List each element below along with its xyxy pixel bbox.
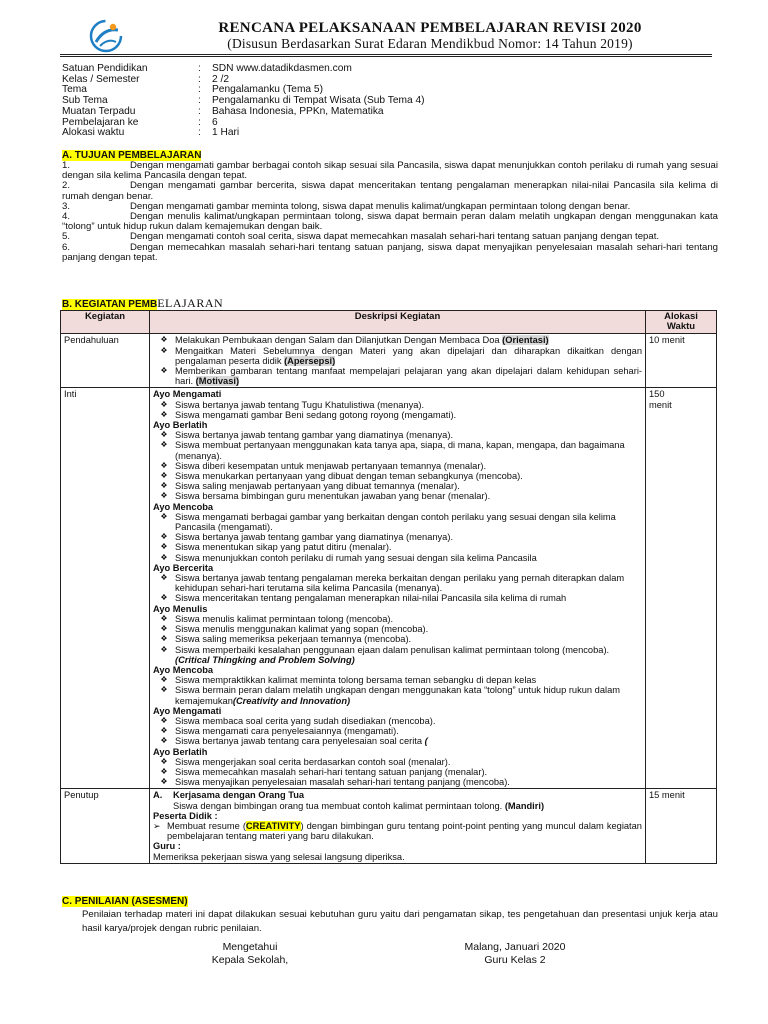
activity-item [153, 553, 642, 563]
activity-text: Siswa membaca soal cerita yang sudah disediakan (mencoba). [175, 715, 436, 726]
activity-item [153, 410, 642, 420]
objective-number: 4. [62, 211, 71, 223]
identity-key: Kelas / Semester [62, 73, 140, 85]
objective-item [62, 161, 718, 181]
activity-text: Siswa menceritakan tentang pengalaman menerapkan nilai-nilai Pancasila sila kelima di rumah [175, 593, 567, 604]
assessment-text: Penilaian terhadap materi ini dapat dilakukan sesuai kebutuhan guru yaitu dari pengamatan sikap, tes pengetahuan dan presentasi unjuk kerja atau hasil karya/projek dengan rubric penilaian. [82, 909, 718, 934]
activity-item [153, 645, 642, 665]
row-label: Pendahuluan [61, 334, 150, 388]
activity-item [153, 512, 642, 532]
activity-group-title: Ayo Mengamati [153, 705, 222, 716]
activity-item [153, 593, 642, 603]
objective-item [62, 181, 718, 201]
objective-number: 6. [62, 241, 71, 253]
identity-colon: : [198, 127, 201, 139]
diamond-bullet-icon: ❖ [160, 634, 168, 644]
activity-item [153, 736, 642, 746]
activity-item [153, 430, 642, 440]
activity-item [153, 614, 642, 624]
activity-text: Siswa bertanya jawab tentang cara penyelesaian soal cerita ( [175, 736, 428, 747]
diamond-bullet-icon: ❖ [160, 345, 168, 355]
header-rule [60, 54, 712, 55]
activity-item [153, 624, 642, 634]
activity-item [153, 481, 642, 491]
activity-item [153, 726, 642, 736]
diamond-bullet-icon: ❖ [160, 532, 168, 542]
diamond-bullet-icon: ❖ [160, 777, 168, 787]
objective-text: Dengan menulis kalimat/ungkapan permintaan tolong, siswa dapat bermain peran dalam melatih ungkapan dengan menggunakan kata “tolong” untuk hidup rukun dalam kemajemukan dengan baik. [62, 211, 718, 233]
diamond-bullet-icon: ❖ [160, 573, 168, 583]
pendahuluan-item [153, 346, 642, 366]
objective-number: 3. [62, 200, 71, 212]
penutup-desc [150, 789, 646, 863]
activity-text: Siswa menulis kalimat permintaan tolong (mencoba). [175, 613, 394, 624]
activity-group-title: Ayo Berlatih [153, 420, 208, 431]
row-label: Penutup [61, 789, 150, 863]
diamond-bullet-icon: ❖ [160, 675, 168, 685]
activity-group-title: Ayo Berlatih [153, 746, 208, 757]
diamond-bullet-icon: ❖ [160, 460, 168, 470]
identity-colon: : [198, 95, 201, 107]
identity-row [62, 107, 722, 118]
pendahuluan-text: Memberikan gambaran tentang manfaat mempelajari pelajaran yang akan dipelajari dalam kehidupan sehari-hari. (Motivasi) [175, 366, 642, 387]
identity-colon: : [198, 84, 201, 96]
identity-key: Satuan Pendidikan [62, 63, 148, 74]
inti-desc [150, 388, 646, 789]
diamond-bullet-icon: ❖ [160, 542, 168, 552]
diamond-bullet-icon: ❖ [160, 430, 168, 440]
activity-text: Siswa bertanya jawab tentang Tugu Khatulistiwa (menanya). [175, 399, 425, 410]
activity-item [153, 471, 642, 481]
identity-key: Tema [62, 84, 87, 96]
activity-text: Siswa mengamati cara penyelesaiannya (mengamati). [175, 726, 399, 737]
pendahuluan-text: Melakukan Pembukaan dengan Salam dan Dilanjutkan Dengan Membaca Doa (Orientasi) [175, 335, 549, 346]
signature-left: Mengetahui Kepala Sekolah, [211, 941, 289, 966]
activity-item [153, 685, 642, 705]
pendahuluan-text: Mengaitkan Materi Sebelumnya dengan Materi yang akan dipelajari dan diharapkan dikaitkan dengan pengalaman peserta didik (Apersepsi) [175, 345, 642, 366]
activity-group-title: Ayo Menulis [153, 603, 208, 614]
identity-row [62, 75, 722, 86]
diamond-bullet-icon: ❖ [160, 366, 168, 376]
table-row-pendahuluan [61, 334, 717, 388]
objective-text: Dengan mengamati gambar bercerita, siswa dapat menceritakan tentang pengalaman menerapkan nilai-nilai Pancasila sila kelima di rumah dengan benar. [62, 180, 718, 202]
activity-text: Siswa mengamati gambar Beni sedang gotong royong (mengamati). [175, 409, 457, 420]
objective-text: Dengan memecahkan masalah sehari-hari tentang satuan panjang, siswa dapat menyajikan penyelesaian masalah sehari-hari tentang panjang dengan tepat. [62, 241, 718, 263]
identity-value: 2 /2 [212, 73, 229, 85]
activity-text: Siswa memperbaiki kesalahan penggunaan ejaan dalam penulisan kalimat permintaan tolong (mencoba).(Critical Thingking and Problem Solving) [175, 644, 610, 665]
diamond-bullet-icon: ❖ [160, 593, 168, 603]
identity-row [62, 96, 722, 107]
activity-group-title: Ayo Bercerita [153, 562, 214, 573]
activity-text: Siswa bertanya jawab tentang gambar yang diamatinya (menanya). [175, 430, 454, 441]
identity-value: Pengalamanku (Tema 5) [212, 84, 323, 96]
identity-colon: : [198, 105, 201, 117]
objective-list [62, 161, 718, 263]
penutup-step-text: Siswa dengan bimbingan orang tua membuat contoh kalimat permintaan tolong. (Mandiri) [173, 800, 545, 811]
activity-text: Siswa mempraktikkan kalimat meminta tolong bersama teman sebangku di depan kelas [175, 675, 537, 686]
emphasis: (Creativity and Innovation) [232, 695, 351, 706]
guru-text: Memeriksa pekerjaan siswa yang selesai langsung diperiksa. [153, 851, 405, 862]
penutup-step: A. Kerjasama dengan Orang Tua [153, 790, 305, 801]
activity-text: Siswa mengamati berbagai gambar yang berkaitan dengan contoh perilaku yang sesuai dengan sila kelima Pancasila (mengamati). [175, 511, 616, 533]
identity-value: Pengalamanku di Tempat Wisata (Sub Tema 4) [212, 95, 425, 107]
activity-text: Siswa mengerjakan soal cerita berdasarkan contoh soal (menalar). [175, 756, 451, 767]
activity-text: Siswa membuat pertanyaan menggunakan kata tanya apa, siapa, di mana, kapan, mengapa, dan bagaimana (menanya). [175, 440, 625, 461]
identity-colon: : [198, 116, 201, 128]
guru-label: Guru : [153, 841, 181, 852]
row-time [646, 388, 717, 789]
col-alokasi: Alokasi Waktu [646, 311, 717, 334]
table-header-row [61, 311, 717, 334]
emphasis: ( [424, 736, 428, 747]
activity-item [153, 532, 642, 542]
activity-item [153, 767, 642, 777]
document-header [150, 20, 710, 52]
activity-group-title: Ayo Mencoba [153, 501, 214, 512]
objective-text: Dengan mengamati contoh soal cerita, siswa dapat memecahkan masalah sehari-hari tentang satuan panjang dengan tepat. [130, 231, 660, 243]
col-kegiatan: Kegiatan [61, 311, 150, 334]
identity-key: Muatan Terpadu [62, 105, 136, 117]
diamond-bullet-icon: ❖ [160, 471, 168, 481]
diamond-bullet-icon: ❖ [160, 440, 168, 450]
objective-number: 2. [62, 180, 71, 192]
identity-value: Bahasa Indonesia, PPKn, Matematika [212, 105, 384, 117]
section-c-heading: C. PENILAIAN (ASESMEN) [62, 896, 188, 907]
activity-item [153, 573, 642, 593]
diamond-bullet-icon: ❖ [160, 624, 168, 634]
col-deskripsi: Deskripsi Kegiatan [150, 311, 646, 334]
diamond-bullet-icon: ❖ [160, 552, 168, 562]
identity-row [62, 64, 722, 75]
identity-value: SDN www.datadikdasmen.com [212, 63, 352, 74]
stage-tag: (Apersepsi) [284, 355, 336, 366]
objective-item [62, 243, 718, 263]
activity-item [153, 491, 642, 501]
activity-table [60, 310, 717, 864]
section-b-heading: B. KEGIATAN PEMBELAJARAN [62, 296, 224, 310]
identity-key: Sub Tema [62, 95, 108, 107]
activity-text: Siswa bersama bimbingan guru menentukan jawaban yang benar (menalar). [175, 491, 491, 502]
diamond-bullet-icon: ❖ [160, 335, 168, 345]
objective-number: 1. [62, 160, 71, 171]
objective-number: 5. [62, 231, 71, 243]
inti-time: 150 menit [649, 389, 672, 410]
activity-item [153, 440, 642, 460]
activity-item [153, 716, 642, 726]
activity-item [153, 757, 642, 767]
diamond-bullet-icon: ❖ [160, 613, 168, 623]
document-subtitle: (Disusun Berdasarkan Surat Edaran Mendikbud Nomor: 14 Tahun 2019) [227, 36, 633, 51]
identity-key: Pembelajaran ke [62, 116, 139, 128]
activity-group-title: Ayo Mengamati [153, 389, 222, 400]
resume-item: ➢ Membuat resume (CREATIVITY) dengan bimbingan guru tentang point-point penting yang muncul dalam kegiatan pembelajaran tentang materi yang baru dilakukan. [153, 820, 642, 842]
activity-item [153, 777, 642, 787]
diamond-bullet-icon: ❖ [160, 736, 168, 746]
diamond-bullet-icon: ❖ [160, 399, 168, 409]
identity-colon: : [198, 73, 201, 85]
row-label: Inti [61, 388, 150, 789]
diamond-bullet-icon: ❖ [160, 511, 168, 521]
identity-value: 6 [212, 116, 218, 128]
row-time: 10 menit [646, 334, 717, 388]
pendahuluan-item [153, 335, 642, 345]
identity-row [62, 118, 722, 129]
stage-tag: (Orientasi) [502, 335, 549, 346]
diamond-bullet-icon: ❖ [160, 726, 168, 736]
section-a-heading: A. TUJUAN PEMBELAJARAN [62, 150, 202, 161]
diamond-bullet-icon: ❖ [160, 409, 168, 419]
diamond-bullet-icon: ❖ [160, 756, 168, 766]
activity-text: Siswa bermain peran dalam melatih ungkapan dengan menggunakan kata “tolong” untuk hidup rukun dalam kemajemukan(Creativity and Innovation) [175, 685, 620, 706]
activity-text: Siswa bertanya jawab tentang pengalaman mereka berkaitan dengan perilaku yang pernah diterapkan dalam kehidupan sehari-hari terutama sila kelima Pancasila (menanya). [175, 573, 625, 594]
arrow-bullet-icon: ➢ [153, 820, 161, 831]
pendahuluan-item [153, 366, 642, 386]
table-row-inti [61, 388, 717, 789]
identity-key: Alokasi waktu [62, 127, 125, 139]
activity-group-title: Ayo Mencoba [153, 664, 214, 675]
identity-colon: : [198, 63, 201, 74]
diamond-bullet-icon: ❖ [160, 715, 168, 725]
diamond-bullet-icon: ❖ [160, 644, 168, 654]
activity-item [153, 461, 642, 471]
objective-item [62, 212, 718, 232]
header-rule [60, 56, 712, 57]
activity-text: Siswa menentukan sikap yang patut ditiru (menalar). [175, 542, 392, 553]
row-time: 15 menit [646, 789, 717, 863]
identity-row [62, 128, 722, 139]
signature-right: Malang, Januari 2020 Guru Kelas 2 [464, 941, 566, 966]
activity-item [153, 542, 642, 552]
activity-item [153, 400, 642, 410]
pendahuluan-desc [150, 334, 646, 388]
emphasis: (Critical Thingking and Problem Solving) [175, 654, 355, 665]
diamond-bullet-icon: ❖ [160, 491, 168, 501]
activity-text: Siswa saling memeriksa pekerjaan temannya (mencoba). [175, 634, 412, 645]
activity-text: Siswa memecahkan masalah sehari-hari tentang satuan panjang (menalar). [175, 766, 488, 777]
identity-block [62, 64, 722, 139]
activity-text: Siswa menyajikan penyelesaian masalah sehari-hari tentang panjang (mencoba). [175, 777, 510, 788]
diamond-bullet-icon: ❖ [160, 481, 168, 491]
identity-value: 1 Hari [212, 127, 240, 139]
activity-text: Siswa menulis menggunakan kalimat yang sopan (mencoba). [175, 624, 429, 635]
diamond-bullet-icon: ❖ [160, 766, 168, 776]
stage-tag: (Motivasi) [195, 376, 240, 387]
diamond-bullet-icon: ❖ [160, 685, 168, 695]
objective-text: Dengan mengamati gambar berbagai contoh sikap sesuai sila Pancasila, siswa dapat menunjukkan contoh perilaku di rumah yang sesuai dengan sila kelima Pancasila dengan tepat. [62, 160, 718, 182]
activity-text: Siswa menukarkan pertanyaan yang dibuat dengan teman sebangkunya (mencoba). [175, 471, 523, 482]
peserta-label: Peserta Didik : [153, 810, 218, 821]
activity-text: Siswa bertanya jawab tentang gambar yang diamatinya (menanya). [175, 532, 454, 543]
activity-text: Siswa menunjukkan contoh perilaku di rumah yang sesuai dengan sila kelima Pancasila [175, 552, 537, 563]
document-title: RENCANA PELAKSANAAN PEMBELAJARAN REVISI 2020 [218, 20, 642, 36]
activity-item [153, 675, 642, 685]
activity-text: Siswa saling menjawab pertanyaan yang dibuat temannya (menalar). [175, 481, 460, 492]
tut-wuri-logo-icon [88, 18, 124, 54]
objective-text: Dengan mengamati gambar meminta tolong, siswa dapat menulis kalimat/ungkapan permintaan tolong dengan benar. [130, 200, 631, 212]
activity-text: Siswa diberi kesempatan untuk menjawab pertanyaan temannya (menalar). [175, 460, 487, 471]
activity-item [153, 634, 642, 644]
table-row-penutup [61, 789, 717, 863]
